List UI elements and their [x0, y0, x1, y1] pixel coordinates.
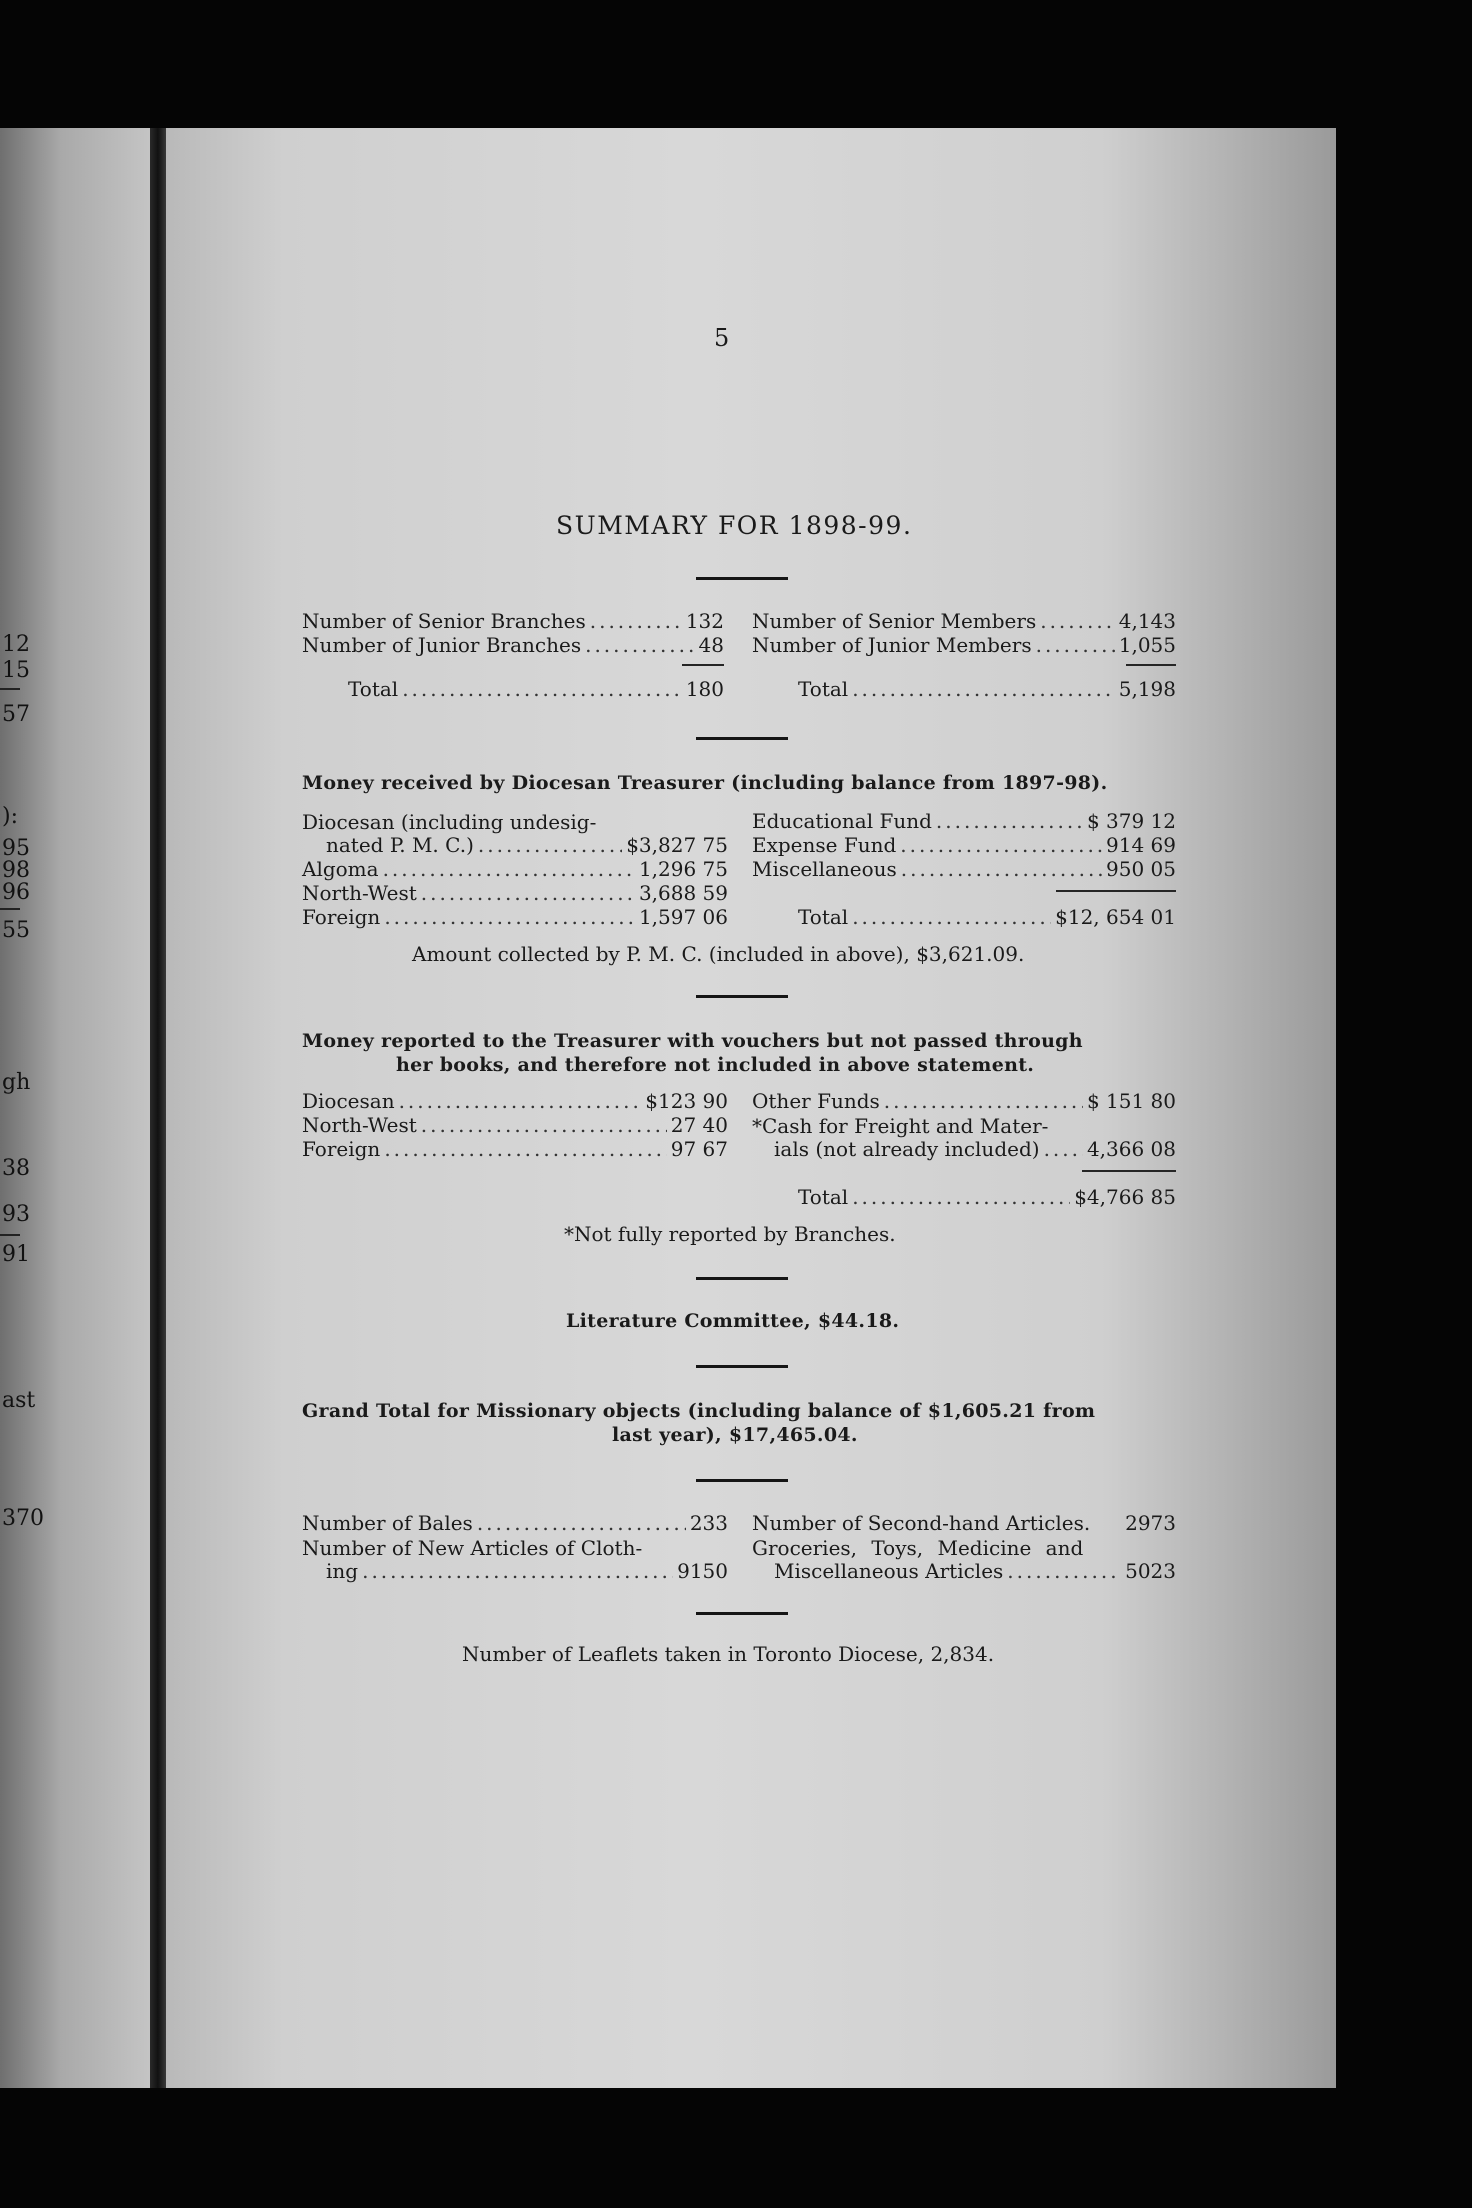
- total-rule: [1126, 664, 1176, 666]
- row-label: Number of Second-hand Articles.: [752, 1511, 1091, 1535]
- money-received-heading: Money received by Diocesan Treasurer (including balance from 1897-98).: [302, 772, 1108, 794]
- row-value: 1,296 75: [638, 857, 728, 881]
- leader-dots: [383, 858, 635, 881]
- row-label: Total: [798, 677, 849, 701]
- left-page-fragment: gh: [2, 1070, 31, 1095]
- leaflets-note: Number of Leaflets taken in Toronto Diocese, 2,834.: [462, 1642, 995, 1666]
- bales-row: [302, 1512, 728, 1535]
- total-rule: [682, 664, 724, 666]
- groceries-row: [774, 1560, 1176, 1583]
- leader-dots: [421, 882, 635, 905]
- left-page-fragment: 93: [2, 1202, 30, 1227]
- row-value: 180: [685, 677, 724, 701]
- row-value: 233: [689, 1511, 728, 1535]
- section-rule: [696, 1612, 788, 1615]
- row-value: 48: [698, 633, 724, 657]
- senior-members-row: [752, 610, 1176, 633]
- educational-fund-row: [752, 810, 1176, 833]
- row-label: Total: [798, 905, 849, 929]
- section-rule: [696, 1365, 788, 1368]
- leader-dots: [585, 634, 694, 657]
- grand-total-line2: last year), $17,465.04.: [612, 1424, 858, 1446]
- leader-dots: [477, 1512, 686, 1535]
- groceries-line1: Groceries, Toys, Medicine and: [752, 1536, 1084, 1560]
- row-label: Expense Fund: [752, 833, 897, 857]
- row-label: Other Funds: [752, 1089, 880, 1113]
- page-title: SUMMARY FOR 1898-99.: [556, 511, 913, 540]
- leader-dots: [936, 810, 1083, 833]
- row-label: Foreign: [302, 1137, 381, 1161]
- money-reported-heading-line2: her books, and therefore not included in above statement.: [396, 1054, 1035, 1076]
- cash-freight-line1: *Cash for Freight and Mater-: [752, 1114, 1049, 1138]
- reported-total-row: [798, 1186, 1176, 1209]
- leader-dots: [478, 834, 622, 857]
- row-value: 3,688 59: [638, 881, 728, 905]
- section-rule: [696, 995, 788, 998]
- leader-dots: [384, 906, 635, 929]
- row-value: 97 67: [670, 1137, 728, 1161]
- leader-dots: [399, 1090, 642, 1113]
- leader-dots: [402, 678, 682, 701]
- leader-dots: [1036, 634, 1115, 657]
- row-value: 5023: [1125, 1559, 1176, 1583]
- row-label: Foreign: [302, 905, 381, 929]
- section-rule: [696, 1479, 788, 1482]
- diocesan-row: [326, 834, 728, 857]
- section-rule: [696, 577, 788, 580]
- row-label: ing: [326, 1559, 359, 1583]
- left-page-rule: [0, 1234, 20, 1236]
- left-page-fragment: ):: [2, 804, 18, 829]
- row-value: $4,766 85: [1074, 1185, 1176, 1209]
- north-west-row: [302, 882, 728, 905]
- senior-branches-row: [302, 610, 724, 633]
- row-label: Number of Junior Members: [752, 633, 1032, 657]
- new-articles-row: [326, 1560, 728, 1583]
- leader-dots: [852, 906, 1051, 929]
- row-label: Number of Junior Branches: [302, 633, 582, 657]
- leader-dots: [852, 678, 1115, 701]
- document-page: [166, 128, 1336, 2088]
- left-page-rule: [0, 688, 20, 690]
- reported-diocesan-row: [302, 1090, 728, 1113]
- left-page-fragment: 95: [2, 836, 30, 861]
- section-rule: [696, 1277, 788, 1280]
- row-label: Algoma: [302, 857, 379, 881]
- row-value: 9150: [677, 1559, 728, 1583]
- leader-dots: [900, 834, 1102, 857]
- row-value: 1,597 06: [638, 905, 728, 929]
- row-value: $123 90: [645, 1089, 728, 1113]
- leader-dots: [590, 610, 682, 633]
- row-label: Total: [348, 677, 399, 701]
- new-articles-line1: Number of New Articles of Cloth-: [302, 1536, 643, 1560]
- page-number: 5: [714, 324, 730, 352]
- row-label: Educational Fund: [752, 809, 932, 833]
- row-label: North-West: [302, 881, 417, 905]
- reported-foreign-row: [302, 1138, 728, 1161]
- row-value: 5,198: [1118, 677, 1176, 701]
- row-value: 2973: [1125, 1511, 1176, 1535]
- grand-total-line1: Grand Total for Missionary objects (including balance of $1,605.21 from: [302, 1400, 1096, 1422]
- row-value: 914 69: [1106, 833, 1176, 857]
- left-page-fragment: 370: [2, 1506, 44, 1531]
- row-value: 4,366 08: [1086, 1137, 1176, 1161]
- leader-dots: [1040, 610, 1115, 633]
- row-label: Miscellaneous: [752, 857, 897, 881]
- left-page-rule: [0, 908, 20, 910]
- left-page-fragment: 91: [2, 1242, 30, 1267]
- row-label: Number of Senior Branches: [302, 609, 586, 633]
- row-label: ials (not already included): [774, 1137, 1040, 1161]
- left-page-fragment: 12: [2, 632, 30, 657]
- miscellaneous-row: [752, 858, 1176, 881]
- left-page-fragment: 38: [2, 1156, 30, 1181]
- second-hand-row: [752, 1512, 1176, 1535]
- cash-freight-row: [774, 1138, 1176, 1161]
- book-gutter: [150, 128, 166, 2088]
- junior-branches-row: [302, 634, 724, 657]
- left-page-fragment: 98: [2, 858, 30, 883]
- reported-north-west-row: [302, 1114, 728, 1137]
- expense-fund-row: [752, 834, 1176, 857]
- leader-dots: [901, 858, 1102, 881]
- row-label: nated P. M. C.): [326, 833, 474, 857]
- leader-dots: [884, 1090, 1083, 1113]
- row-value: $ 379 12: [1086, 809, 1176, 833]
- received-total-row: [798, 906, 1176, 929]
- diocesan-line1: Diocesan (including undesig-: [302, 810, 597, 834]
- row-label: Miscellaneous Articles: [774, 1559, 1004, 1583]
- leader-dots: [852, 1186, 1070, 1209]
- row-value: $ 151 80: [1086, 1089, 1176, 1113]
- row-label: North-West: [302, 1113, 417, 1137]
- algoma-row: [302, 858, 728, 881]
- leader-dots: [1044, 1138, 1083, 1161]
- foreign-row: [302, 906, 728, 929]
- members-total-row: [798, 678, 1176, 701]
- leader-dots: [362, 1560, 673, 1583]
- other-funds-row: [752, 1090, 1176, 1113]
- total-rule: [1082, 1170, 1176, 1172]
- row-value: $3,827 75: [626, 833, 728, 857]
- row-value: 950 05: [1106, 857, 1176, 881]
- row-value: 1,055: [1118, 633, 1176, 657]
- footnote: *Not fully reported by Branches.: [564, 1222, 896, 1246]
- money-reported-heading-line1: Money reported to the Treasurer with vouchers but not passed through: [302, 1030, 1083, 1052]
- leader-dots: [1007, 1560, 1121, 1583]
- row-value: 27 40: [670, 1113, 728, 1137]
- row-label: Diocesan: [302, 1089, 395, 1113]
- section-rule: [696, 737, 788, 740]
- row-value: 132: [685, 609, 724, 633]
- leader-dots: [421, 1114, 667, 1137]
- left-page-fragment: 57: [2, 702, 30, 727]
- left-page-fragment: 15: [2, 658, 30, 683]
- row-label: Total: [798, 1185, 849, 1209]
- left-facing-page: [0, 128, 152, 2088]
- row-label: Number of Bales: [302, 1511, 473, 1535]
- left-page-fragment: ast: [2, 1388, 36, 1413]
- total-rule: [1056, 890, 1176, 892]
- branches-total-row: [348, 678, 724, 701]
- row-value: 4,143: [1118, 609, 1176, 633]
- row-value: $12, 654 01: [1055, 905, 1176, 929]
- row-label: Number of Senior Members: [752, 609, 1037, 633]
- literature-committee: Literature Committee, $44.18.: [566, 1310, 900, 1332]
- junior-members-row: [752, 634, 1176, 657]
- pmc-note: Amount collected by P. M. C. (included in above), $3,621.09.: [412, 942, 1025, 966]
- left-page-fragment: 96: [2, 880, 30, 905]
- left-page-fragment: 55: [2, 918, 30, 943]
- leader-dots: [384, 1138, 666, 1161]
